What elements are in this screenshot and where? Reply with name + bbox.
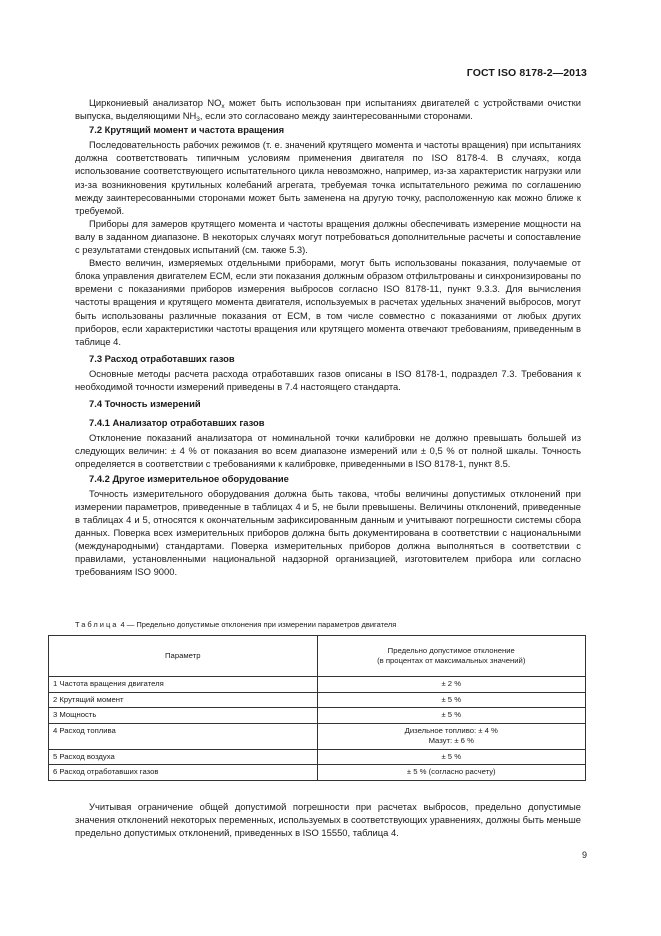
section-7-4-1-paragraph: Отклонение показаний анализатора от номинальной точки калибровки не должно превышать большей из следующих величин: ± 4 % от показания во всем диапазоне измерений или ± 0,5 % от полной шкалы. Точность определяется в соответствии с требованиями к калибровке, приведенными в ISO 8178-1, пункт 8.5.	[75, 432, 581, 470]
row-value-line-1: Дизельное топливо: ± 4 %	[404, 725, 498, 735]
table-row	[49, 723, 586, 749]
row-parameter: 5 Расход воздуха	[49, 749, 318, 765]
deviation-table	[48, 635, 586, 781]
row-value: ± 5 %	[317, 708, 586, 724]
header-parameter: Параметр	[49, 636, 318, 677]
table-row	[49, 749, 586, 765]
row-value: ± 5 %	[317, 692, 586, 708]
section-7-4-2-heading: 7.4.2 Другое измерительное оборудование	[89, 472, 289, 484]
section-7-2-paragraph-1: Последовательность рабочих режимов (т. е. значений крутящего момента и частоты вращения) при испытаниях должна соответствовать типичным условиям применения двигателя по ISO 8178-4. В случаях, когда использование соответствующего испытательного цикла невозможно, например, из-за характеристик нагрузки или из-за возникновения крутильных колебаний агрегата, требуемая точка испытательного режима по соглашению между заинтересованными сторонами может быть заменена на другую точку, расположенную как можно ближе к требуемой.	[75, 139, 581, 216]
section-7-3-heading: 7.3 Расход отработавших газов	[89, 352, 235, 364]
section-7-3-paragraph: Основные методы расчета расхода отработавших газов описаны в ISO 8178-1, подраздел 7.3. Требования к необходимой точности измерений приведены в 7.4 настоящего стандарта.	[75, 367, 581, 392]
intro-text-1: Циркониевый анализатор NO	[89, 97, 222, 108]
row-parameter: 4 Расход топлива	[49, 723, 318, 749]
main-text	[75, 96, 581, 578]
section-7-4-2-paragraph: Точность измерительного оборудования должна быть такова, чтобы величины допустимых отклонений при измерении параметров, приведенные в таблицах 4 и 5, не были превышены. Величины отклонений, приведенные в таблицах 4 и 5, относятся к окончательным зафиксированным данным и учитывают погрешности системы сбора данных. Поверка всех измерительных приборов должна быть документирована в соответствии с национальными (международными) стандартами. Поверка измерительных приборов должна выполняться в соответствии с правилами, установленными национальной надзорной организацией, изготовителем прибора или согласно требованиям ISO 9000.	[75, 487, 581, 578]
section-7-4-1-heading: 7.4.1 Анализатор отработавших газов	[89, 417, 265, 429]
row-value	[317, 723, 586, 749]
table-caption	[75, 620, 581, 630]
header-deviation-line-1: Предельно допустимое отклонение	[387, 645, 515, 655]
page-number: 9	[581, 850, 587, 860]
row-parameter: 6 Расход отработавших газов	[49, 765, 318, 781]
section-7-2-heading: 7.2 Крутящий момент и частота вращения	[89, 124, 285, 136]
section-7-2-paragraph-2: Приборы для замеров крутящего момента и частоты вращения должны обеспечивать измерение мощности на валу в заданном диапазоне. В некоторых случаях могут потребоваться дополнительные расчеты и сопоставление с результатами стендовых испытаний (см. также 5.3).	[75, 217, 581, 256]
table-header-row	[49, 636, 586, 677]
table-row	[49, 765, 586, 781]
header-deviation-line-2: (в процентах от максимальных значений)	[377, 656, 526, 665]
row-value: ± 5 %	[317, 749, 586, 765]
table-row	[49, 692, 586, 708]
intro-text-3: , если это согласовано между заинтересованными сторонами.	[199, 110, 473, 122]
intro-paragraph	[75, 96, 581, 122]
document-header-title: ГОСТ ISO 8178-2—2013	[466, 67, 587, 79]
closing-paragraph: Учитывая ограничение общей допустимой погрешности при расчетах выбросов, предельно допустимые значения отклонений некоторых переменных, используемых в соответствующих уравнениях, должны быть меньше предельно допустимых отклонений, приведенных в ISO 15550, таблица 4.	[75, 801, 581, 839]
subscript-3: 3	[196, 116, 200, 124]
row-parameter: 1 Частота вращения двигателя	[49, 677, 318, 693]
table-row	[49, 677, 586, 693]
table-row	[49, 708, 586, 724]
subscript-x: x	[221, 103, 225, 110]
row-parameter: 2 Крутящий момент	[49, 692, 318, 708]
table-caption-label: Таблица	[75, 620, 119, 629]
section-7-2-paragraph-3: Вместо величин, измеряемых отдельными приборами, могут быть использованы показания, получаемые от блока управления двигателем ЕСМ, если эти показания должным образом отфильтрованы и синхронизированы по времени с показаниями приборов измерения выбросов согласно ISO 8178-11, пункт 9.3.3. Для вычисления частоты вращения и крутящего момента двигателя, используемых в расчетах удельных значений выбросов, могут быть использованы различные показания от ЕСМ, в том числе совместно с показаниями от любых других приборов, если характеристики частоты вращения или крутящего момента отвечают требованиям, приведенным в таблице 4.	[75, 257, 581, 347]
table-caption-text: 4 — Предельно допустимые отклонения при измерении параметров двигателя	[120, 620, 397, 629]
row-value: ± 2 %	[317, 677, 586, 693]
intro-text-2: может быть использован при испытаниях двигателей с устройствами очистки выпуска, выделяющими NH	[75, 97, 581, 122]
row-value-line-2: Мазут: ± 6 %	[428, 736, 474, 745]
row-value: ± 5 % (согласно расчету)	[317, 765, 586, 781]
closing-text	[75, 800, 581, 839]
row-parameter: 3 Мощность	[49, 708, 318, 724]
section-7-4-heading: 7.4 Точность измерений	[89, 398, 201, 410]
header-deviation	[317, 636, 586, 677]
